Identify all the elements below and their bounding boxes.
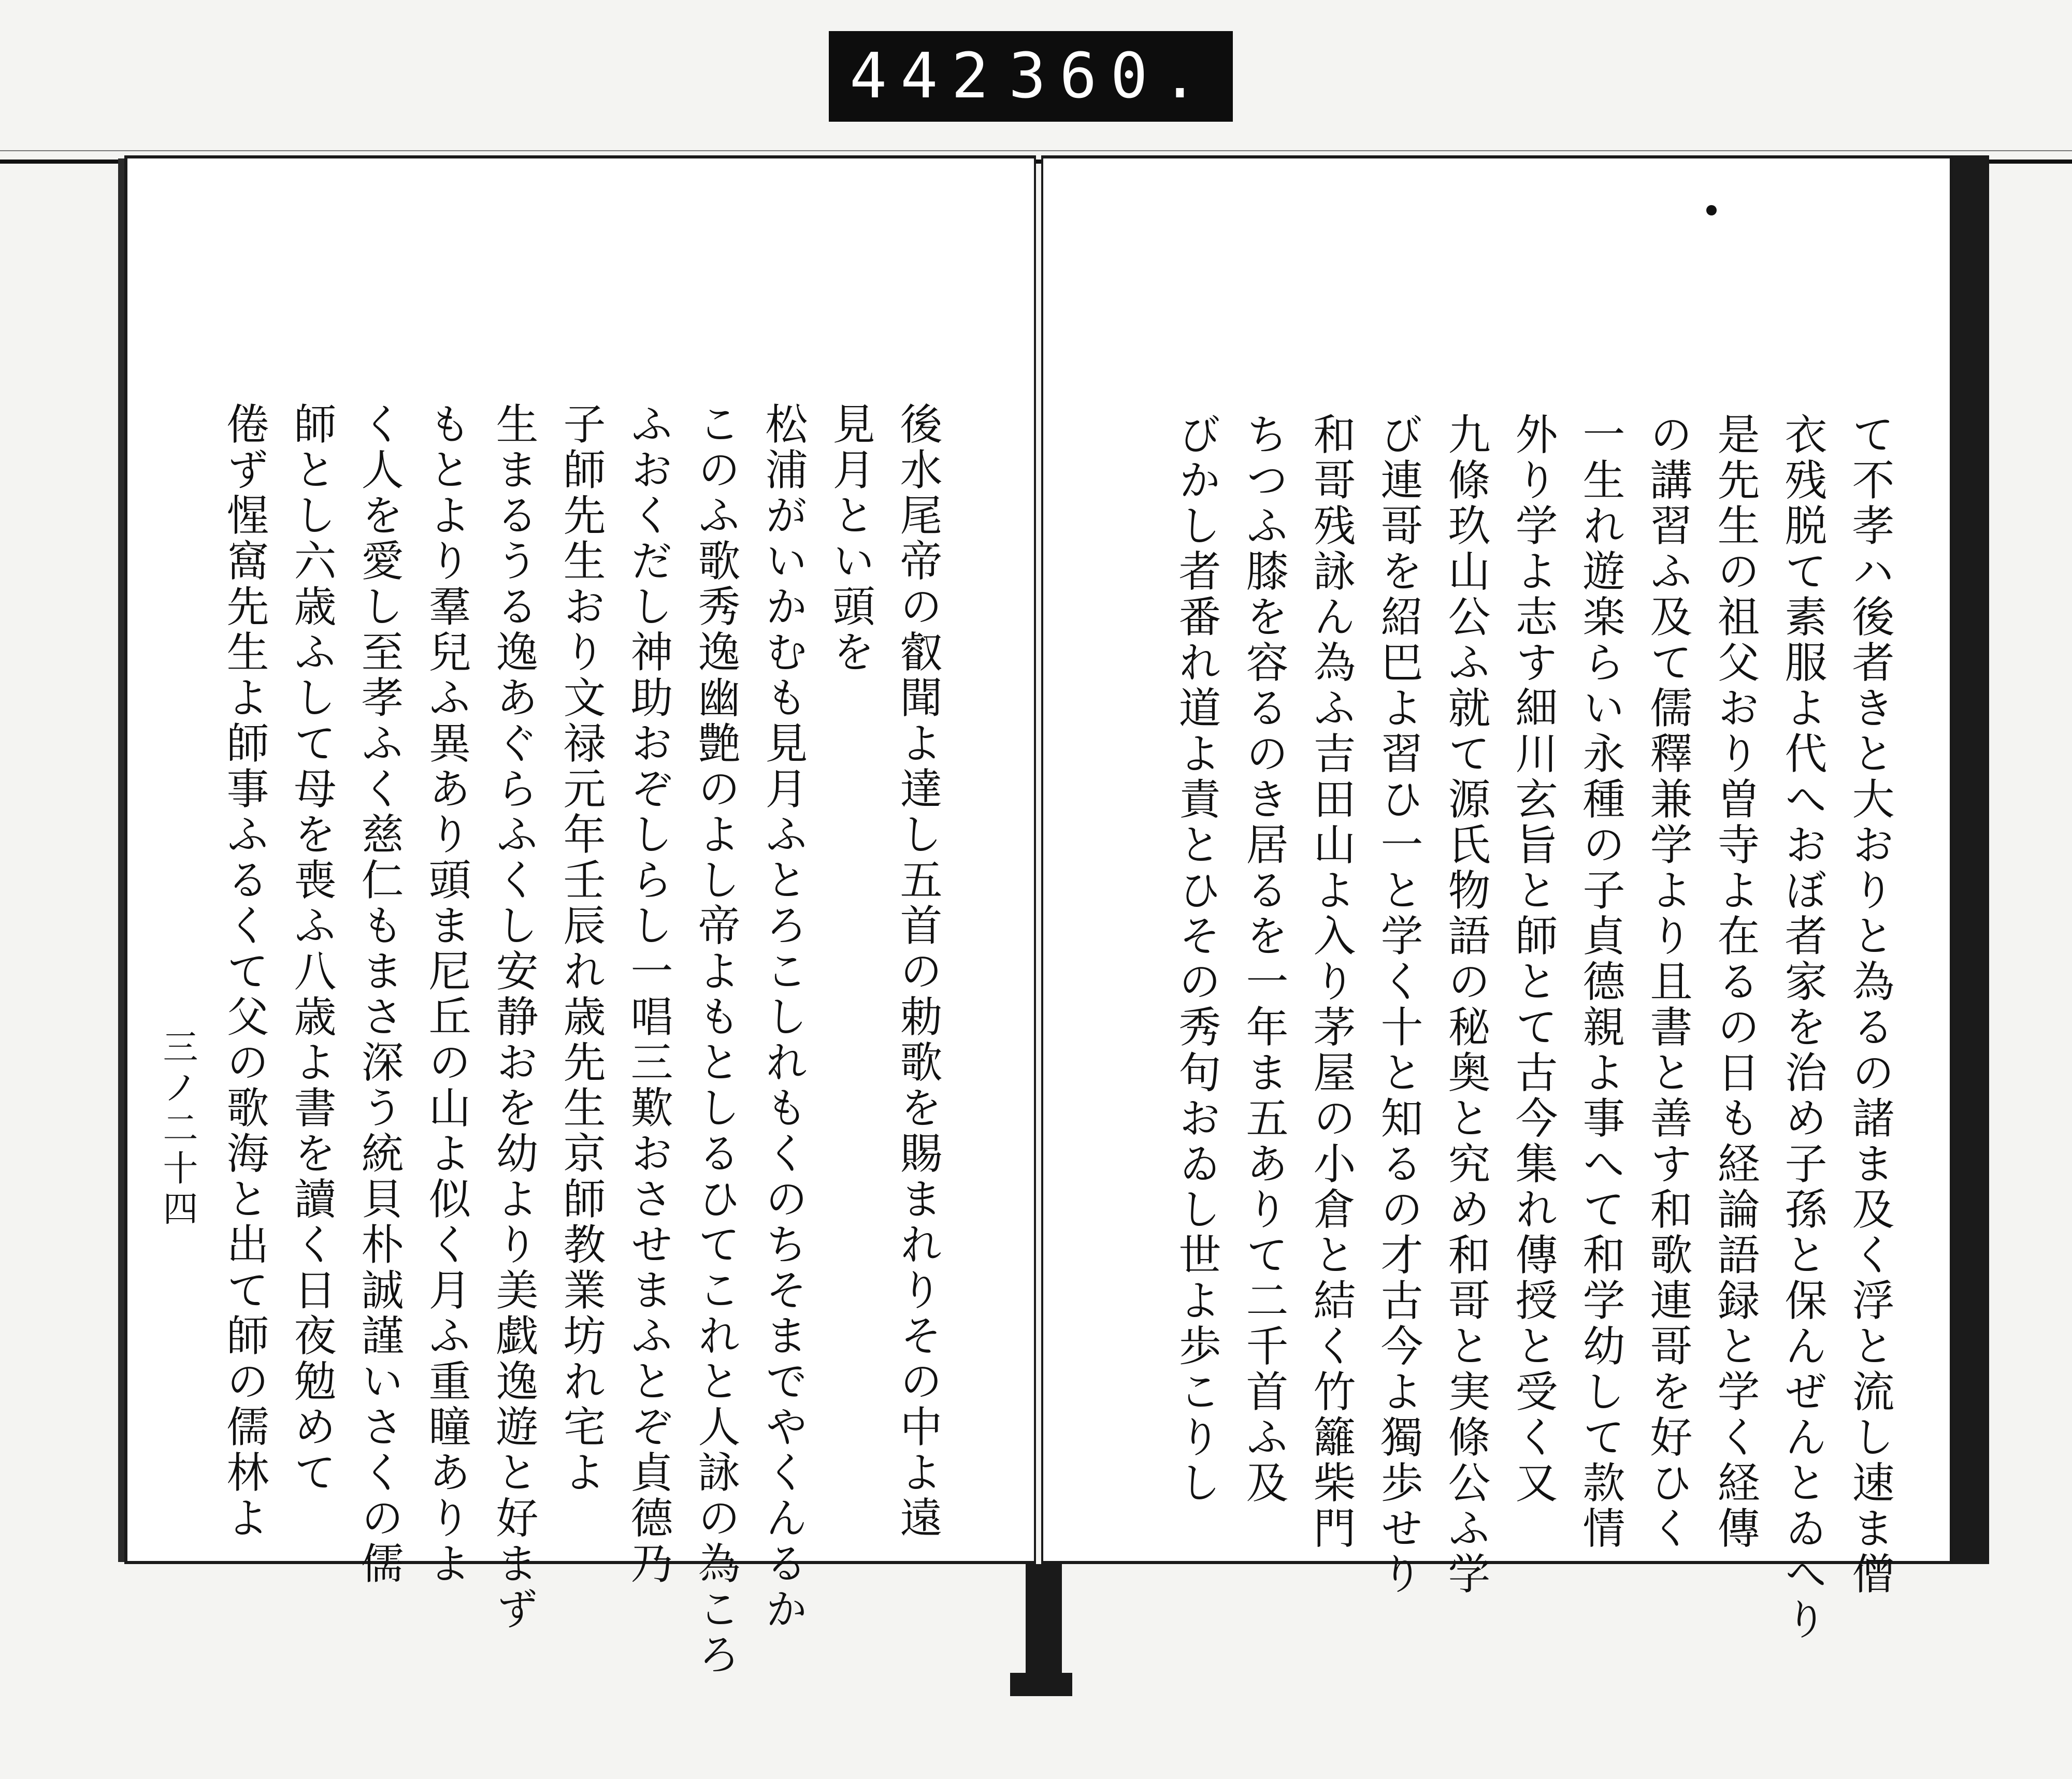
text-line: もとより羣兒ふ異あり頭ま尼丘の山よ似く月ふ重瞳ありよ (422, 402, 471, 1587)
text-line: 外り学よ志す細川玄旨と師とて古今集れ傳授と受く又 (1508, 412, 1558, 1506)
right-page (1041, 155, 1953, 1643)
left-page (124, 155, 1036, 1678)
reel-left-number: 442 (850, 40, 1002, 112)
text-line: 見月とい頭を (826, 402, 875, 675)
scan-edge-line (0, 150, 2072, 151)
text-line: 後水尾帝の叡聞よ達し五首の勅歌を賜まれりその中よ遠 (893, 402, 942, 1541)
text-line: 師とし六歳ふして母を喪ふ八歳よ書を讀く日夜勉めて (287, 402, 336, 1496)
text-line: 是先生の祖父おり曽寺よ在るの日も経論語録と学く経傳 (1710, 412, 1760, 1552)
text-line: 一生れ遊楽らい永種の子貞德親よ事へて和学幼して款情 (1576, 412, 1625, 1552)
ink-spot (1706, 205, 1717, 215)
text-line: の講習ふ及て儒釋兼学より且書と善す和歌連哥を好ひく (1643, 412, 1692, 1552)
text-line: 生まるうる逸あぐらふくし安静おを幼より美戯逸遊と好まず (489, 402, 538, 1632)
spine-foot (1010, 1673, 1072, 1696)
reel-right-number: 360. (1009, 40, 1212, 112)
spine-strip (1026, 1564, 1062, 1688)
text-line: 九條玖山公ふ就て源氏物語の秘奥と究め和哥と実條公ふ学 (1441, 412, 1490, 1597)
text-line: く人を愛し至孝ふく慈仁もまさ深う統貝朴誠謹いさくの儒 (354, 402, 404, 1587)
open-book (124, 155, 1968, 1678)
text-line: び連哥を紹巴よ習ひ一と学く十と知るの才古今よ獨歩せり (1374, 412, 1423, 1597)
reel-number-label (829, 31, 1233, 122)
text-line: 子師先生おり文禄元年壬辰れ歳先生京師教業坊れ宅よ (556, 402, 606, 1496)
text-line: 衣残脱て素服よ代へおぼ者家を治め子孫と保んぜんとゐへり (1778, 412, 1827, 1643)
text-line: 松浦がいかむも見月ふとろこしれもくのちそまでやくんるか (758, 402, 808, 1632)
left-page-text (200, 402, 951, 1678)
right-page-text (1157, 412, 1903, 1643)
text-line: 倦ず惺窩先生よ師事ふるくて父の歌海と出て師の儒林よ (220, 402, 269, 1541)
page-number: 三ノ二十四 (157, 1029, 198, 1231)
text-line: て不孝ハ後者きと大おりと為るの諸ま及く浮と流し速ま僧 (1845, 412, 1894, 1597)
text-line: このふ歌秀逸幽艶のよし帝よもとしるひてこれと人詠の為ころ (691, 402, 740, 1678)
right-cover-edge (1953, 155, 1989, 1564)
text-line: ふおくだし神助おぞしらし一唱三歎おさせまふとぞ貞德乃 (624, 402, 673, 1587)
text-line: ちつふ膝を容るのき居るを一年ま五ありて二千首ふ及 (1239, 412, 1288, 1506)
text-line: びかし者番れ道よ責とひその秀句おゐし世よ歩こりし (1172, 412, 1221, 1506)
text-line: 和哥残詠ん為ふ吉田山よ入り茅屋の小倉と結く竹籬柴門 (1306, 412, 1356, 1552)
